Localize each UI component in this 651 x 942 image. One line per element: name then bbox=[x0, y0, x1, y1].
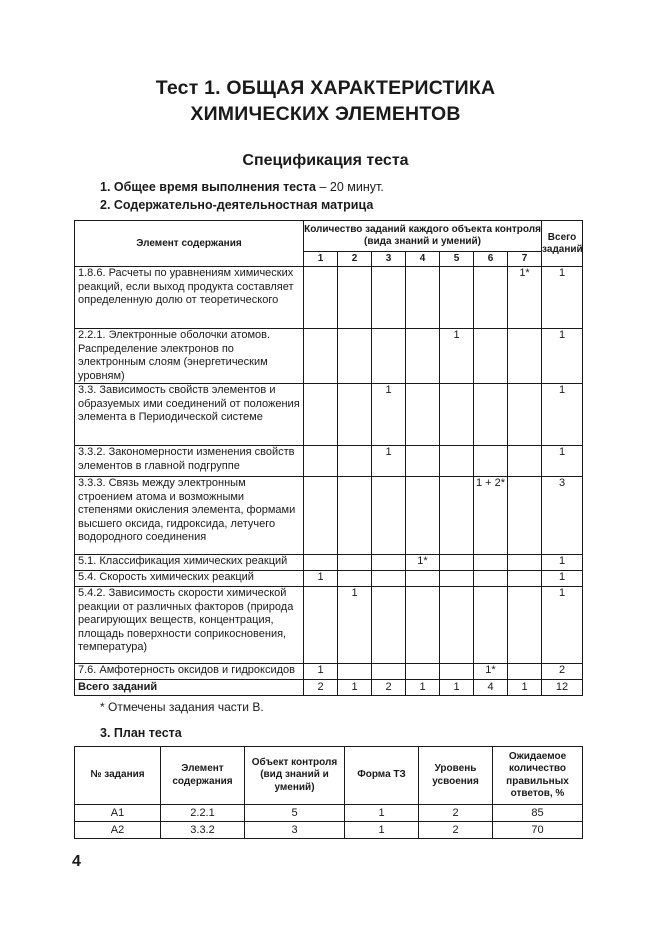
summary-count-cell: 2 bbox=[372, 680, 406, 696]
count-cell bbox=[406, 571, 440, 587]
summary-total-cell: 12 bbox=[542, 680, 583, 696]
count-cell bbox=[372, 477, 406, 555]
plan-cell: 5 bbox=[245, 805, 345, 822]
spec-heading: Спецификация теста bbox=[242, 152, 409, 169]
total-cell: 1 bbox=[542, 555, 583, 571]
count-cell bbox=[304, 384, 338, 446]
count-cell bbox=[474, 587, 508, 664]
table-row bbox=[75, 587, 583, 664]
count-cell bbox=[406, 446, 440, 477]
plan-cell: 3.3.2 bbox=[161, 822, 245, 839]
count-cell bbox=[304, 555, 338, 571]
plan-row bbox=[75, 822, 583, 839]
plan-header-cell: Форма ТЗ bbox=[345, 747, 419, 805]
summary-label: Всего заданий bbox=[75, 680, 304, 696]
count-cell bbox=[338, 664, 372, 680]
table-row bbox=[75, 664, 583, 680]
count-cell bbox=[440, 477, 474, 555]
count-cell bbox=[474, 329, 508, 384]
plan-row bbox=[75, 805, 583, 822]
header-number-4: 4 bbox=[406, 252, 440, 267]
table-row bbox=[75, 477, 583, 555]
count-cell bbox=[474, 555, 508, 571]
count-cell: 1* bbox=[406, 555, 440, 571]
count-cell bbox=[508, 329, 542, 384]
table-row bbox=[75, 571, 583, 587]
content-matrix-table bbox=[74, 220, 583, 696]
summary-count-cell: 2 bbox=[304, 680, 338, 696]
count-cell bbox=[508, 571, 542, 587]
count-cell bbox=[338, 571, 372, 587]
element-cell: 5.4. Скорость химических реакций bbox=[75, 571, 304, 587]
total-cell: 1 bbox=[542, 571, 583, 587]
table-row bbox=[75, 446, 583, 477]
element-cell: 3.3.3. Связь между электронным строением атома и возможными степенями окисления элемента, формами высшего оксида, гидроксида, летучего водородного соединения bbox=[75, 477, 304, 555]
summary-count-cell: 1 bbox=[508, 680, 542, 696]
header-number-2: 2 bbox=[338, 252, 372, 267]
element-cell: 5.4.2. Зависимость скорости химической реакции от различных факторов (природа реагирующих веществ, концентрация, площадь поверхности соприкосновения, температура) bbox=[75, 587, 304, 664]
count-cell: 1* bbox=[474, 664, 508, 680]
plan-header-cell: Ожидаемое количество правильных ответов, % bbox=[493, 747, 583, 805]
total-cell: 3 bbox=[542, 477, 583, 555]
count-cell bbox=[304, 329, 338, 384]
title-line-1: Тест 1. ОБЩАЯ ХАРАКТЕРИСТИКА bbox=[155, 77, 496, 99]
count-cell bbox=[440, 446, 474, 477]
header-number-7: 7 bbox=[508, 252, 542, 267]
count-cell bbox=[304, 587, 338, 664]
element-cell: 1.8.6. Расчеты по уравнениям химических реакций, если выход продукта составляет определенную долю от теоретического bbox=[75, 267, 304, 329]
count-cell bbox=[440, 555, 474, 571]
plan-cell: 85 bbox=[493, 805, 583, 822]
plan-cell: 3 bbox=[245, 822, 345, 839]
item-total-time-value: – 20 минут. bbox=[316, 180, 384, 194]
plan-cell: А2 bbox=[75, 822, 161, 839]
header-number-3: 3 bbox=[372, 252, 406, 267]
summary-count-cell: 4 bbox=[474, 680, 508, 696]
count-cell bbox=[440, 267, 474, 329]
table-row bbox=[75, 384, 583, 446]
title-line-2: ХИМИЧЕСКИХ ЭЛЕМЕНТОВ bbox=[190, 103, 461, 125]
element-cell: 2.2.1. Электронные оболочки атомов. Распределение электронов по электронным слоям (энергетическим уровням) bbox=[75, 329, 304, 384]
count-cell bbox=[338, 267, 372, 329]
count-cell bbox=[440, 384, 474, 446]
item-matrix bbox=[100, 198, 373, 212]
element-cell: 3.3.2. Закономерности изменения свойств элементов в главной подгруппе bbox=[75, 446, 304, 477]
count-cell bbox=[508, 446, 542, 477]
count-cell bbox=[474, 446, 508, 477]
count-cell bbox=[372, 329, 406, 384]
element-cell: 3.3. Зависимость свойств элементов и образуемых ими соединений от положения элемента в Периодической системе bbox=[75, 384, 304, 446]
total-cell: 1 bbox=[542, 267, 583, 329]
total-cell: 1 bbox=[542, 446, 583, 477]
header-total: Всего заданий bbox=[542, 221, 583, 267]
count-cell: 1 bbox=[440, 329, 474, 384]
total-cell: 1 bbox=[542, 384, 583, 446]
plan-header-cell: Уровень усвоения bbox=[419, 747, 493, 805]
count-cell bbox=[304, 477, 338, 555]
count-cell bbox=[508, 555, 542, 571]
element-cell: 5.1. Классификация химических реакций bbox=[75, 555, 304, 571]
count-cell bbox=[372, 587, 406, 664]
test-plan-table bbox=[74, 746, 583, 839]
plan-cell: А1 bbox=[75, 805, 161, 822]
count-cell bbox=[406, 587, 440, 664]
count-cell bbox=[508, 664, 542, 680]
count-cell bbox=[338, 555, 372, 571]
count-cell bbox=[338, 329, 372, 384]
count-cell bbox=[338, 384, 372, 446]
plan-cell: 1 bbox=[345, 822, 419, 839]
count-cell bbox=[372, 267, 406, 329]
count-cell bbox=[372, 571, 406, 587]
plan-heading: 3. План теста bbox=[100, 726, 182, 740]
total-cell: 2 bbox=[542, 664, 583, 680]
header-number-6: 6 bbox=[474, 252, 508, 267]
plan-cell: 2 bbox=[419, 822, 493, 839]
count-cell bbox=[406, 664, 440, 680]
header-count: Количество заданий каждого объекта контроля (вида знаний и умений) bbox=[304, 221, 542, 252]
summary-count-cell: 1 bbox=[440, 680, 474, 696]
count-cell: 1 + 2* bbox=[474, 477, 508, 555]
count-cell bbox=[508, 384, 542, 446]
table-row bbox=[75, 267, 583, 329]
plan-cell: 2.2.1 bbox=[161, 805, 245, 822]
count-cell: 1 bbox=[338, 587, 372, 664]
count-cell bbox=[406, 384, 440, 446]
count-cell bbox=[474, 571, 508, 587]
total-cell: 1 bbox=[542, 587, 583, 664]
count-cell: 1 bbox=[304, 571, 338, 587]
header-element: Элемент содержания bbox=[75, 221, 304, 267]
plan-header-cell: Объект контроля (вид знаний и умений) bbox=[245, 747, 345, 805]
count-cell bbox=[440, 587, 474, 664]
summary-count-cell: 1 bbox=[338, 680, 372, 696]
count-cell bbox=[338, 477, 372, 555]
count-cell: 1 bbox=[372, 384, 406, 446]
item-total-time bbox=[100, 180, 384, 194]
item-total-time-label: 1. Общее время выполнения теста bbox=[100, 180, 316, 194]
count-cell bbox=[406, 267, 440, 329]
table-row bbox=[75, 555, 583, 571]
header-number-1: 1 bbox=[304, 252, 338, 267]
header-number-5: 5 bbox=[440, 252, 474, 267]
count-cell bbox=[508, 587, 542, 664]
table-row bbox=[75, 329, 583, 384]
page-title bbox=[0, 75, 651, 127]
count-cell: 1 bbox=[304, 664, 338, 680]
count-cell bbox=[440, 664, 474, 680]
count-cell bbox=[338, 446, 372, 477]
count-cell bbox=[508, 477, 542, 555]
footnote: * Отмечены задания части В. bbox=[100, 700, 264, 714]
count-cell bbox=[406, 477, 440, 555]
count-cell bbox=[372, 555, 406, 571]
count-cell bbox=[304, 267, 338, 329]
summary-row bbox=[75, 680, 583, 696]
count-cell bbox=[304, 446, 338, 477]
count-cell bbox=[440, 571, 474, 587]
plan-cell: 1 bbox=[345, 805, 419, 822]
count-cell bbox=[474, 384, 508, 446]
count-cell bbox=[474, 267, 508, 329]
element-cell: 7.6. Амфотерность оксидов и гидроксидов bbox=[75, 664, 304, 680]
plan-header-cell: № задания bbox=[75, 747, 161, 805]
summary-count-cell: 1 bbox=[406, 680, 440, 696]
item-matrix-label: 2. Содержательно-деятельностная матрица bbox=[100, 198, 374, 212]
plan-header-cell: Элемент содержания bbox=[161, 747, 245, 805]
count-cell bbox=[406, 329, 440, 384]
plan-cell: 70 bbox=[493, 822, 583, 839]
page-number: 4 bbox=[72, 853, 81, 870]
total-cell: 1 bbox=[542, 329, 583, 384]
count-cell: 1* bbox=[508, 267, 542, 329]
plan-cell: 2 bbox=[419, 805, 493, 822]
count-cell: 1 bbox=[372, 446, 406, 477]
count-cell bbox=[372, 664, 406, 680]
